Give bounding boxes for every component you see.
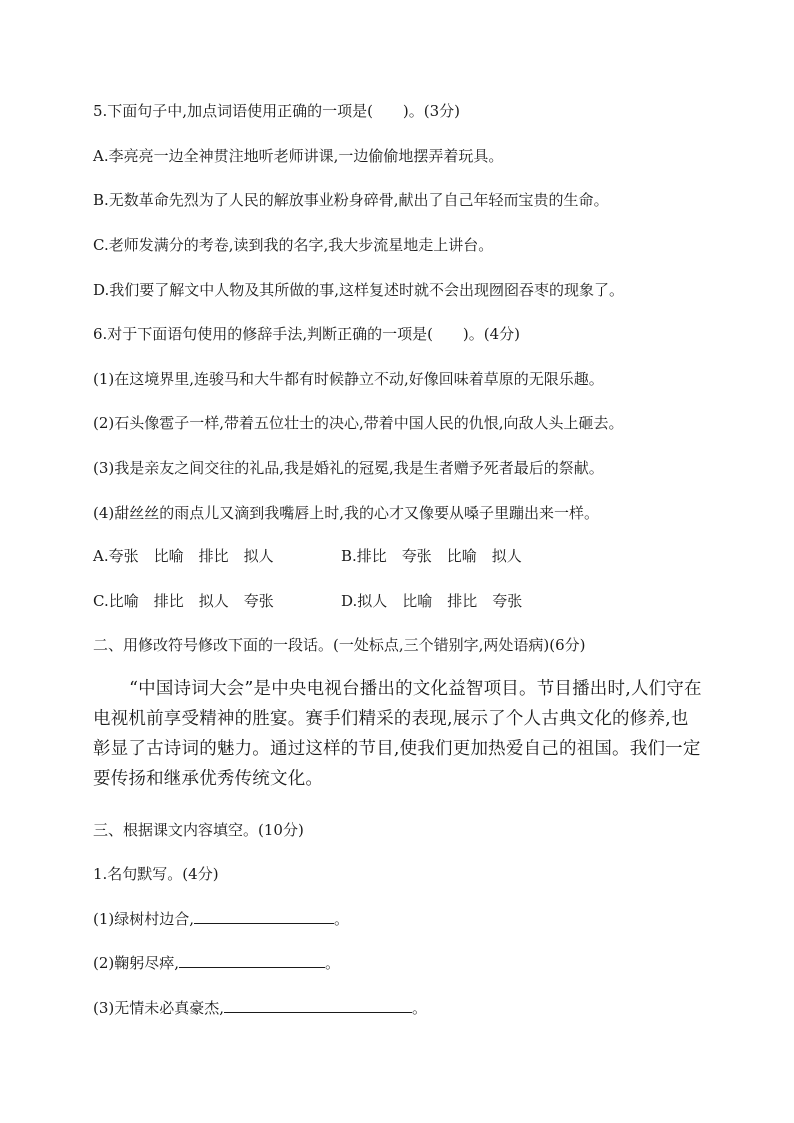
question-6-sentence-4: (4)甜丝丝的雨点儿又滴到我嘴唇上时,我的心才又像要从嗓子里蹦出来一样。 xyxy=(93,504,600,522)
question-6-sentence-3: (3)我是亲友之间交往的礼品,我是婚礼的冠冕,我是生者赠予死者最后的祭献。 xyxy=(93,459,604,477)
question-6-choices-row-2 xyxy=(93,591,613,611)
question-6-sentence-1: (1)在这境界里,连骏马和大牛都有时候静立不动,好像回味着草原的无限乐趣。 xyxy=(93,370,604,388)
question-6-choice-b: B.排比 夸张 比喻 拟人 xyxy=(341,547,522,565)
question-5-option-b: B.无数革命先烈为了人民的解放事业粉身碎骨,献出了自己年轻而宝贵的生命。 xyxy=(93,191,609,209)
fill-item-2 xyxy=(93,953,340,973)
question-6-choices-row-1 xyxy=(93,546,613,566)
section-2-heading: 二、用修改符号修改下面的一段话。(一处标点,三个错别字,两处语病)(6分) xyxy=(93,636,586,654)
section-3-heading: 三、根据课文内容填空。(10分) xyxy=(93,821,304,839)
question-6-choice-d: D.拟人 比喻 排比 夸张 xyxy=(341,592,523,610)
question-5-option-a: A.李亮亮一边全神贯注地听老师讲课,一边偷偷地摆弄着玩具。 xyxy=(93,147,504,165)
fill-item-2-prefix: (2)鞠躬尽瘁, xyxy=(93,954,180,972)
question-6-choice-a: A.夸张 比喻 排比 拟人 xyxy=(93,547,274,565)
question-5-stem: 5.下面句子中,加点词语使用正确的一项是( )。(3分) xyxy=(93,102,461,120)
fill-item-1-blank[interactable] xyxy=(194,909,334,924)
fill-item-1-suffix: 。 xyxy=(334,910,350,928)
section-2-passage: “中国诗词大会”是中央电视台播出的文化益智项目。节目播出时,人们守在电视机前享受精神的胜宴。赛手们精采的表现,展示了个人古典文化的修养,也彰显了古诗词的魅力。通过这样的节目,使我们更加热爱自己的祖国。我们一定要传扬和继承优秀传统文化。 xyxy=(93,679,702,789)
question-5-option-d: D.我们要了解文中人物及其所做的事,这样复述时就不会出现囫囵吞枣的现象了。 xyxy=(93,281,625,299)
fill-item-1 xyxy=(93,909,349,929)
fill-item-3-prefix: (3)无情未必真豪杰, xyxy=(93,999,225,1017)
section-3-subheading-1: 1.名句默写。(4分) xyxy=(93,865,219,883)
fill-item-1-prefix: (1)绿树村边合, xyxy=(93,910,195,928)
question-6-sentence-2: (2)石头像雹子一样,带着五位壮士的决心,带着中国人民的仇恨,向敌人头上砸去。 xyxy=(93,414,624,432)
question-5-option-c: C.老师发满分的考卷,读到我的名字,我大步流星地走上讲台。 xyxy=(93,236,494,254)
fill-item-3-suffix: 。 xyxy=(412,999,428,1017)
fill-item-3 xyxy=(93,998,427,1018)
fill-item-2-suffix: 。 xyxy=(325,954,341,972)
question-6-choice-c: C.比喻 排比 拟人 夸张 xyxy=(93,592,274,610)
fill-item-2-blank[interactable] xyxy=(179,953,325,968)
question-6-stem: 6.对于下面语句使用的修辞手法,判断正确的一项是( )。(4分) xyxy=(93,325,521,343)
fill-item-3-blank[interactable] xyxy=(224,998,412,1013)
